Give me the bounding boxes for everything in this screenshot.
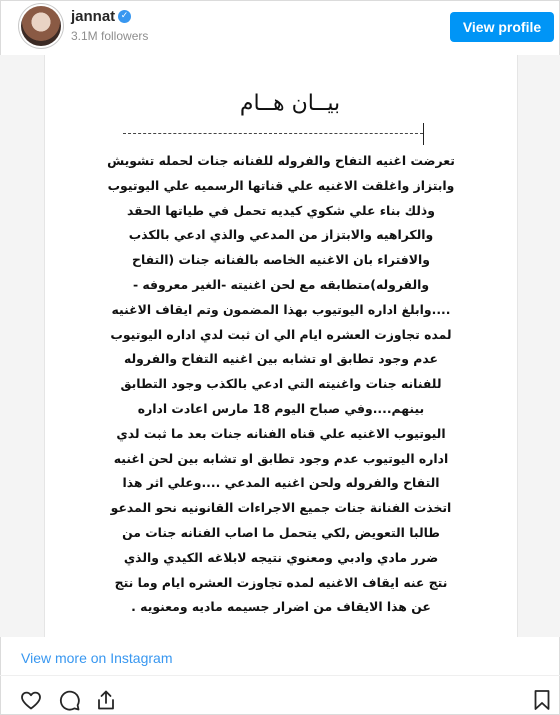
post-media[interactable]: [0, 55, 560, 637]
bookmark-icon[interactable]: [530, 688, 554, 712]
document-page: [44, 55, 518, 637]
share-icon[interactable]: [94, 688, 118, 712]
document-body: تعرضت اغنيه التفاح والفروله للفنانه جنات لحمله تشويش وابتزاز واغلقت الاغنيه علي قناتها الرسميه علي اليوتيوب وذلك بناء علي شكوي كيديه تحمل في طياتها الحقد والكراهيه والابتزاز من المدعي والذي ادعي بالكذب والافتراء بان الاغنيه الخاصه بالفنانه جنات (التفاح والفروله)متطابقه مع لحن اغنيته -الغير معروفه - ....وابلغ اداره اليوتيوب بهذا المضمون وتم ايقاف الاغنيه لمده تجاوزت العشره ايام الي ان ثبت لدي اداره اليوتيوب عدم وجود تطابق او تشابه بين اغنيه التفاح والفروله للفنانه جنات واغنيته التي ادعي بالكذب وجود التطابق بينهم....وفي صباح اليوم 18 مارس اعادت اداره اليوتيوب الاغنيه علي قناه الفنانه جنات بعد ما ثبت لدي اداره اليوتيوب عدم وجود تطابق او تشابه بين لحن اغنيه التفاح والفروله ولحن اغنيه المدعي ....وعلي اثر هذا اتخذت الفنانة جنات جميع الاجراءات القانونيه نحو المدعو طالبا التعويض ,لكي يتحمل ما اصاب الفنانه جنات من ضرر مادي وادبي ومعنوي نتيجه لابلاغه الكيدي والذي نتج عنه ايقاف الاغنيه لمده تجاوزت العشره ايام وما نتج عن هذا الايقاف من اضرار جسيمه ماديه ومعنويه .: [107, 153, 455, 615]
comment-icon[interactable]: [57, 688, 81, 712]
username[interactable]: jannat: [71, 8, 116, 25]
document-title: بيــان هــام: [239, 91, 341, 116]
post-header: [0, 0, 560, 54]
avatar[interactable]: [21, 6, 61, 46]
verified-badge-icon: ✓: [118, 10, 131, 23]
dashed-divider: [123, 133, 423, 134]
view-profile-button[interactable]: View profile: [450, 12, 554, 42]
followers-count: 3.1M followers: [71, 29, 149, 43]
footer-divider: [0, 675, 560, 676]
heart-icon[interactable]: [19, 688, 43, 712]
view-more-link[interactable]: View more on Instagram: [21, 650, 173, 666]
text-cursor: [423, 123, 424, 145]
